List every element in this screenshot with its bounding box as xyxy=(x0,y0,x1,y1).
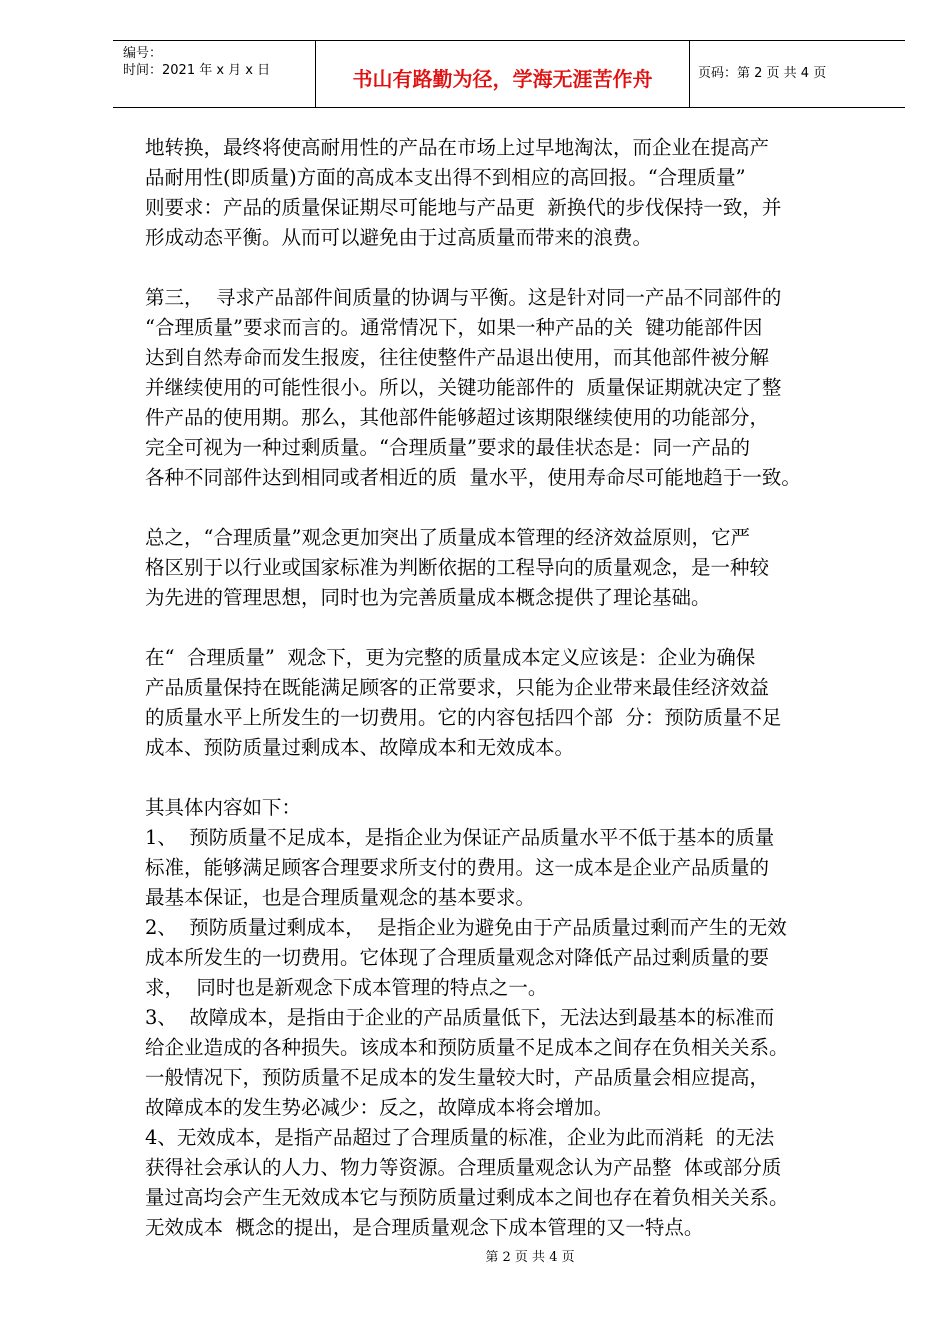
header-left-cell xyxy=(113,41,316,107)
paragraph-gap xyxy=(145,493,885,523)
text-line: 第三， 寻求产品部件间质量的协调与平衡。这是针对同一产品不同部件的 xyxy=(145,286,782,309)
paragraph-gap xyxy=(145,763,885,793)
paragraph xyxy=(145,643,885,763)
document-date-label: 时间：2021 年 x 月 x 日 xyxy=(123,63,271,78)
text-line: 其具体内容如下： xyxy=(145,796,302,819)
text-line: 品耐用性(即质量)方面的高成本支出得不到相应的高回报。“合理质量” xyxy=(145,166,746,189)
paragraph-gap xyxy=(145,253,885,283)
text-line: 并继续使用的可能性很小。所以，关键功能部件的 质量保证期就决定了整 xyxy=(145,376,782,399)
text-line: 为先进的管理思想，同时也为完善质量成本概念提供了理论基础。 xyxy=(145,586,711,609)
header-right-cell xyxy=(690,41,905,107)
text-line: 则要求：产品的质量保证期尽可能地与产品更 新换代的步伐保持一致，并 xyxy=(145,196,782,219)
text-line: 标准，能够满足顾客合理要求所支付的费用。这一成本是企业产品质量的 xyxy=(145,856,770,879)
text-line: 无效成本 概念的提出，是合理质量观念下成本管理的又一特点。 xyxy=(145,1216,704,1239)
page-footer xyxy=(0,1246,950,1265)
text-line: 总之，“合理质量”观念更加突出了质量成本管理的经济效益原则，它严 xyxy=(145,526,750,549)
text-line: 成本、预防质量过剩成本、故障成本和无效成本。 xyxy=(145,736,575,759)
footer-page-number: 第 2 页 共 4 页 xyxy=(485,1250,575,1265)
text-line: 件产品的使用期。那么，其他部件能够超过该期限继续使用的功能部分， xyxy=(145,406,770,429)
text-line: 达到自然寿命而发生报废，往往使整件产品退出使用，而其他部件被分解 xyxy=(145,346,770,369)
text-line: 4、无效成本，是指产品超过了合理质量的标准，企业为此而消耗 的无法 xyxy=(145,1126,775,1149)
text-line: 完全可视为一种过剩质量。“合理质量”要求的最佳状态是：同一产品的 xyxy=(145,436,750,459)
text-line: 格区别于以行业或国家标准为判断依据的工程导向的质量观念，是一种较 xyxy=(145,556,770,579)
text-line: 量过高均会产生无效成本它与预防质量过剩成本之间也存在着负相关关系。 xyxy=(145,1186,789,1209)
text-line: “合理质量”要求而言的。通常情况下，如果一种产品的关 键功能部件因 xyxy=(145,316,763,339)
text-line: 地转换，最终将使高耐用性的产品在市场上过早地淘汰，而企业在提高产 xyxy=(145,136,770,159)
text-line: 获得社会承认的人力、物力等资源。合理质量观念认为产品整 体或部分质 xyxy=(145,1156,782,1179)
text-line: 在“ 合理质量” 观念下，更为完整的质量成本定义应该是：企业为确保 xyxy=(145,646,756,669)
text-line: 故障成本的发生势必减少：反之，故障成本将会增加。 xyxy=(145,1096,614,1119)
paragraph-gap xyxy=(145,613,885,643)
page-header xyxy=(113,40,905,108)
text-line: 求， 同时也是新观念下成本管理的特点之一。 xyxy=(145,976,548,999)
paragraph xyxy=(145,793,885,1243)
document-number-label: 编号： xyxy=(123,46,163,61)
paragraph xyxy=(145,133,885,253)
text-line: 各种不同部件达到相同或者相近的质 量水平，使用寿命尽可能地趋于一致。 xyxy=(145,466,801,489)
text-line: 一般情况下，预防质量不足成本的发生量较大时，产品质量会相应提高， xyxy=(145,1066,770,1089)
header-page-info: 页码：第 2 页 共 4 页 xyxy=(698,66,827,81)
text-line: 给企业造成的各种损失。该成本和预防质量不足成本之间存在负相关关系。 xyxy=(145,1036,789,1059)
text-line: 成本所发生的一切费用。它体现了合理质量观念对降低产品过剩质量的要 xyxy=(145,946,770,969)
paragraph xyxy=(145,283,885,493)
text-line: 产品质量保持在既能满足顾客的正常要求，只能为企业带来最佳经济效益 xyxy=(145,676,770,699)
document-body xyxy=(145,133,885,1243)
text-line: 3、 故障成本，是指由于企业的产品质量低下，无法达到最基本的标准而 xyxy=(145,1006,775,1029)
header-middle-cell xyxy=(316,41,690,107)
header-motto: 书山有路勤为径，学海无涯苦作舟 xyxy=(352,67,653,91)
text-line: 2、 预防质量过剩成本， 是指企业为避免由于产品质量过剩而产生的无效 xyxy=(145,916,787,939)
text-line: 最基本保证，也是合理质量观念的基本要求。 xyxy=(145,886,536,909)
text-line: 形成动态平衡。从而可以避免由于过高质量而带来的浪费。 xyxy=(145,226,653,249)
text-line: 1、 预防质量不足成本，是指企业为保证产品质量水平不低于基本的质量 xyxy=(145,826,775,849)
paragraph xyxy=(145,523,885,613)
text-line: 的质量水平上所发生的一切费用。它的内容包括四个部 分：预防质量不足 xyxy=(145,706,782,729)
